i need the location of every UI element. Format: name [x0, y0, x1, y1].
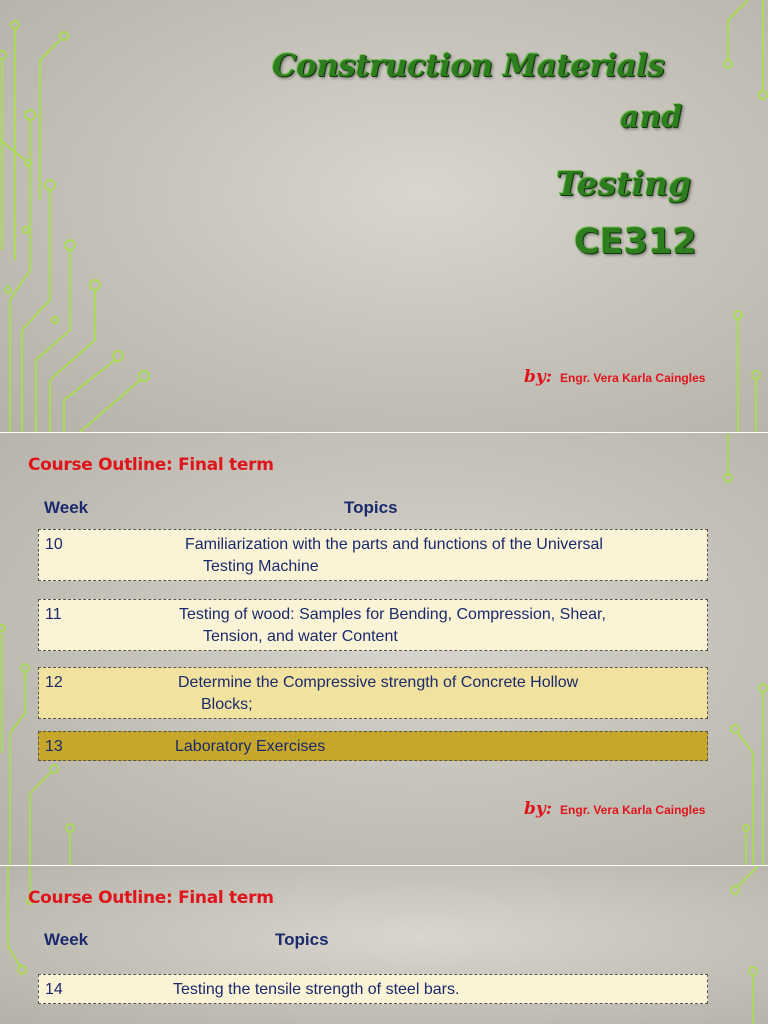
- topic-text-cont: Blocks;: [201, 696, 253, 713]
- circuit-decoration-right: [708, 0, 768, 432]
- week-number: 13: [45, 738, 63, 755]
- topic-text-cont: Testing Machine: [203, 558, 319, 575]
- outline-row: [38, 599, 708, 651]
- topic-text: Laboratory Exercises: [175, 738, 326, 755]
- circuit-decoration-right: [708, 433, 768, 865]
- week-number: 14: [45, 981, 63, 998]
- outline-row: [38, 731, 708, 761]
- topic-text: Testing the tensile strength of steel bars.: [173, 981, 460, 998]
- outline-heading: Course Outline: Final term: [28, 455, 274, 475]
- topic-text: Testing of wood: Samples for Bending, Compression, Shear,: [179, 606, 606, 623]
- topic-text: Familiarization with the parts and functions of the Universal: [185, 536, 603, 553]
- circuit-decoration-left: [0, 0, 170, 432]
- topic-text-cont: Tension, and water Content: [203, 628, 398, 645]
- week-number: 12: [45, 674, 63, 691]
- title-line-3: Testing: [556, 164, 692, 203]
- author-name: Engr. Vera Karla Caingles: [560, 371, 706, 385]
- outline-heading: Course Outline: Final term: [28, 888, 274, 908]
- outline-row: [38, 974, 708, 1004]
- outline-slide-2: [0, 866, 768, 1024]
- title-slide: [0, 0, 768, 432]
- topics-column-header: Topics: [344, 498, 398, 517]
- outline-row: [38, 529, 708, 581]
- week-column-header: Week: [44, 498, 89, 517]
- byline: [524, 799, 705, 819]
- topic-text: Determine the Compressive strength of Concrete Hollow: [178, 674, 579, 691]
- topics-column-header: Topics: [275, 930, 329, 949]
- title-line-2: and: [620, 100, 683, 135]
- course-code: CE312: [574, 222, 697, 262]
- byline: [524, 367, 705, 387]
- week-column-header: Week: [44, 930, 89, 949]
- outline-slide-1: [0, 433, 768, 865]
- title-line-1: Construction Materials: [272, 48, 665, 84]
- by-label: by:: [524, 367, 553, 387]
- week-number: 11: [45, 606, 62, 623]
- circuit-decoration-right: [708, 866, 768, 1024]
- author-name: Engr. Vera Karla Caingles: [560, 803, 706, 817]
- week-number: 10: [45, 536, 63, 553]
- by-label: by:: [524, 799, 553, 819]
- outline-row: [38, 667, 708, 719]
